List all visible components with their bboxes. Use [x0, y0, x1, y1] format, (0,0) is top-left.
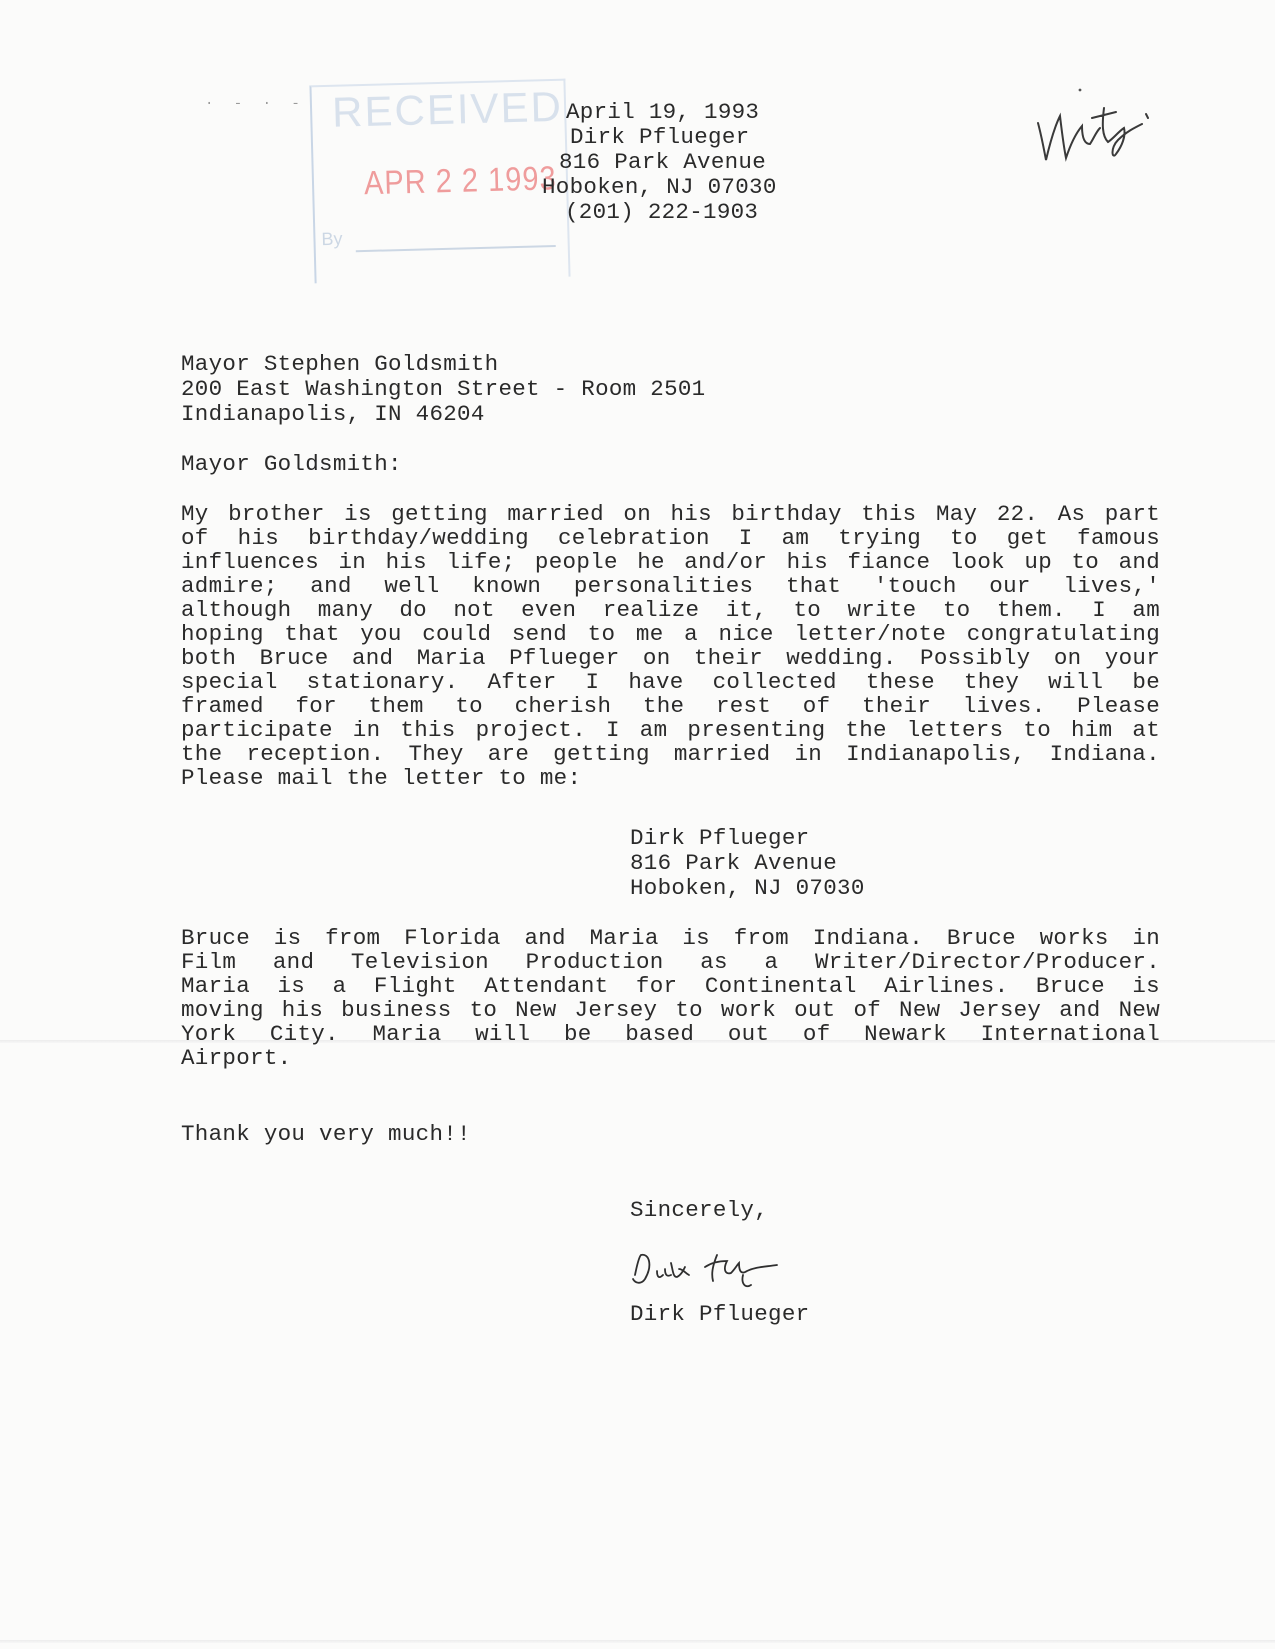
stamp-by-label: By [321, 228, 343, 250]
signer-name: Dirk Pflueger [630, 1301, 810, 1327]
body-line: moving his business to New Jersey to work out of New Jersey and New [181, 997, 1160, 1023]
body-line: framed for them to cherish the rest of their lives. Please [181, 693, 1160, 719]
closing: Sincerely, [630, 1197, 769, 1223]
letter-date: April 19, 1993 [566, 99, 760, 125]
body-line: influences in his life; people he and/or his fiance look up to and [181, 549, 1160, 575]
stamp-by-line [356, 245, 556, 252]
body-line: special stationary. After I have collected these they will be [181, 669, 1160, 695]
sender-name: Dirk Pflueger [570, 124, 750, 150]
sender-street: 816 Park Avenue [559, 149, 767, 175]
body-line: Airport. [181, 1045, 292, 1071]
body-line: Maria is a Flight Attendant for Continental Airlines. Bruce is [181, 973, 1160, 999]
mail-to-street: 816 Park Avenue [630, 850, 838, 876]
recipient-street: 200 East Washington Street - Room 2501 [181, 376, 706, 402]
mail-to-city: Hoboken, NJ 07030 [630, 875, 865, 901]
sender-city: Hoboken, NJ 07030 [542, 174, 777, 200]
body-line: both Bruce and Maria Pflueger on their wedding. Possibly on your [181, 645, 1160, 671]
body-line: Bruce is from Florida and Maria is from Indiana. Bruce works in [181, 925, 1160, 951]
received-stamp [309, 79, 570, 284]
body-line: participate in this project. I am presenting the letters to him at [181, 717, 1160, 743]
thanks-line: Thank you very much!! [181, 1121, 471, 1147]
body-line: although many do not even realize it, to write to them. I am [181, 597, 1160, 623]
stamp-date: APR 2 2 1993 [363, 160, 558, 203]
recipient-name: Mayor Stephen Goldsmith [181, 351, 499, 377]
stamp-received-word: RECEIVED [331, 82, 564, 136]
recipient-city: Indianapolis, IN 46204 [181, 401, 485, 427]
paper-edge [0, 1640, 1275, 1643]
body-line: admire; and well known personalities that 'touch our lives,' [181, 573, 1160, 599]
body-line: hoping that you could send to me a nice letter/note congratulating [181, 621, 1160, 647]
body-line: Film and Television Production as a Writer/Director/Producer. [181, 949, 1160, 975]
salutation: Mayor Goldsmith: [181, 451, 402, 477]
mail-to-name: Dirk Pflueger [630, 825, 810, 851]
body-line: of his birthday/wedding celebration I am trying to get famous [181, 525, 1160, 551]
sender-phone: (201) 222-1903 [565, 199, 759, 225]
body-line: Please mail the letter to me: [181, 765, 582, 791]
paper-specks: · - · - [205, 96, 306, 112]
body-line: York City. Maria will be based out of Newark International [181, 1021, 1160, 1047]
body-line: My brother is getting married on his birthday this May 22. As part [181, 501, 1160, 527]
margin-note-handwriting [1030, 88, 1170, 178]
signature-handwriting [627, 1245, 807, 1295]
body-line: the reception. They are getting married in Indianapolis, Indiana. [181, 741, 1160, 767]
